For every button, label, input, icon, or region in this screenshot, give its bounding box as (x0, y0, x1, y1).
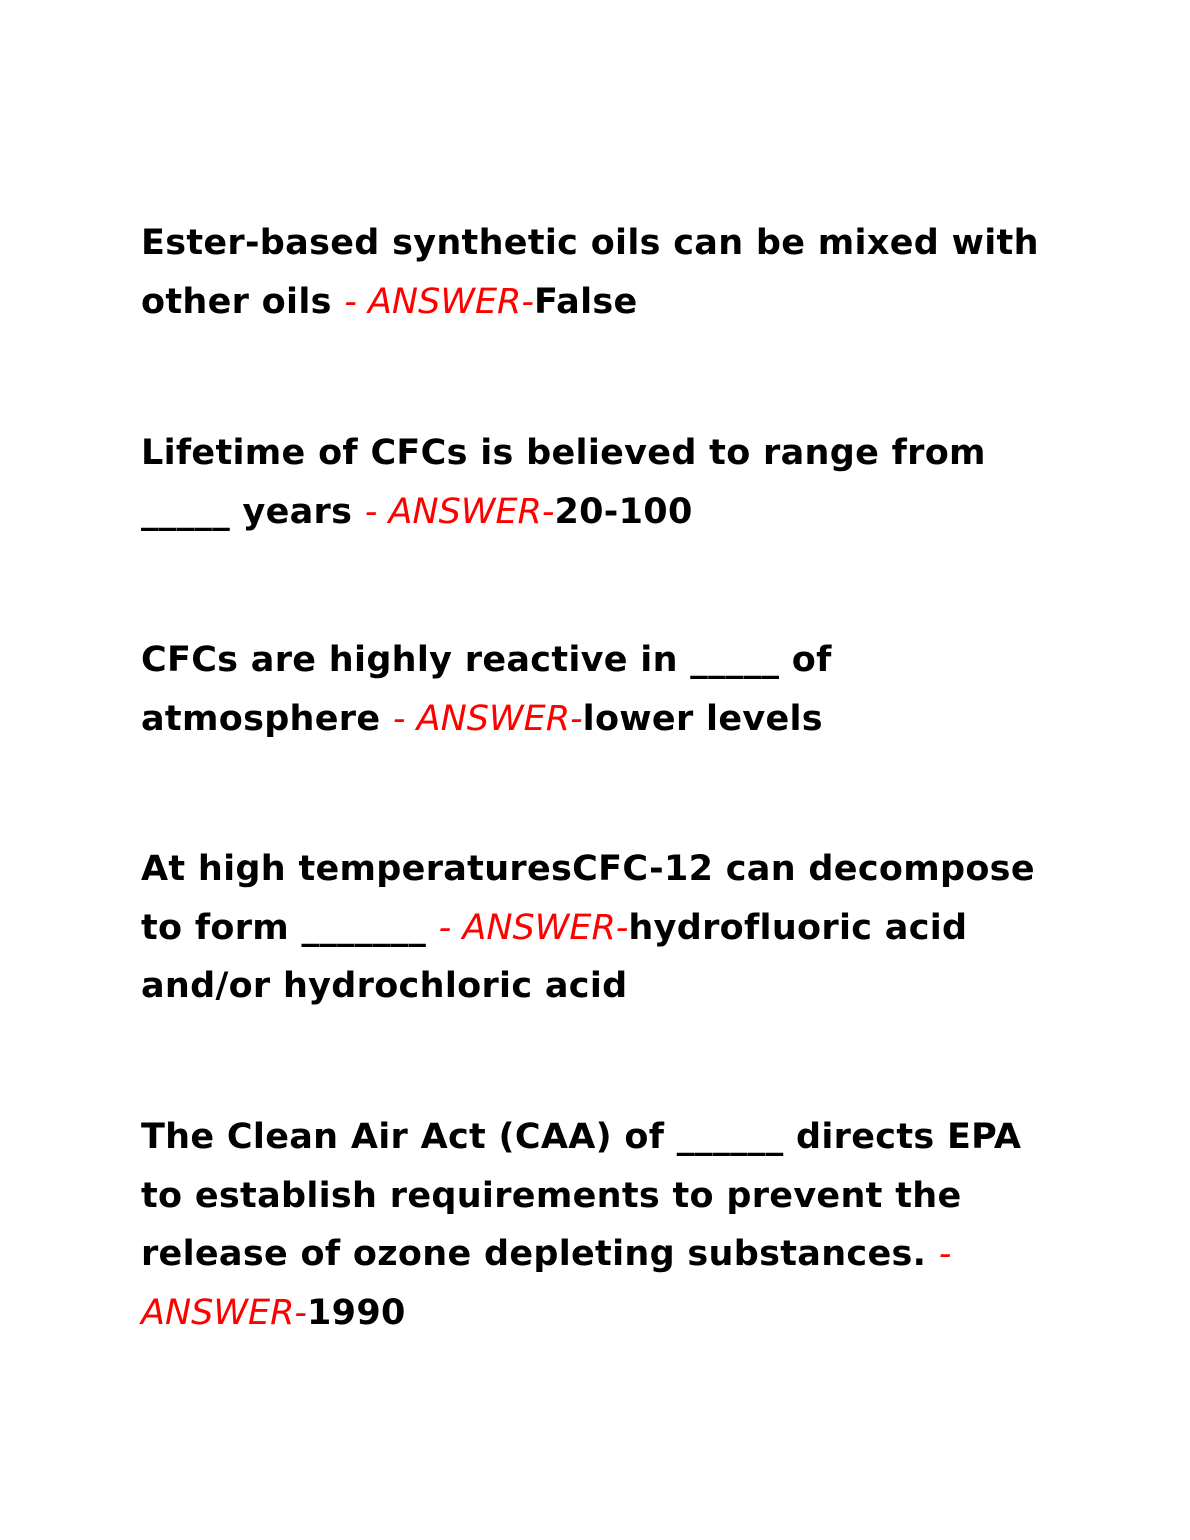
question-text: Ester-based synthetic oils can be mixed with other oils (141, 223, 1039, 322)
qa-item (141, 840, 1051, 1016)
answer-marker: - ANSWER- (364, 491, 555, 532)
question-text: Lifetime of CFCs is believed to range from _____ years (141, 433, 986, 532)
question-text: CFCs are highly reactive in _____ of atmosphere (141, 640, 832, 739)
answer-marker: - ANSWER- (344, 281, 534, 322)
qa-item (141, 631, 1051, 748)
qa-item (141, 1108, 1051, 1342)
qa-item (141, 214, 1051, 331)
answer-marker: - ANSWER- (438, 907, 629, 948)
answer-text: 1990 (307, 1292, 406, 1333)
answer-text: 20-100 (554, 491, 693, 532)
answer-text: lower levels (582, 698, 823, 739)
qa-item (141, 424, 1051, 541)
question-text: The Clean Air Act (CAA) of ______ directs EPA to establish requirements to prevent the release of ozone depleting substances. (141, 1117, 1022, 1274)
answer-text: False (534, 281, 638, 322)
question-text: At high temperaturesCFC-12 can decompose to form _______ (141, 849, 1035, 948)
answer-text: hydrofluoric acid and/or hydrochloric acid (141, 907, 968, 1006)
answer-marker: - ANSWER- (392, 698, 583, 739)
answer-marker: - ANSWER- (141, 1234, 952, 1333)
